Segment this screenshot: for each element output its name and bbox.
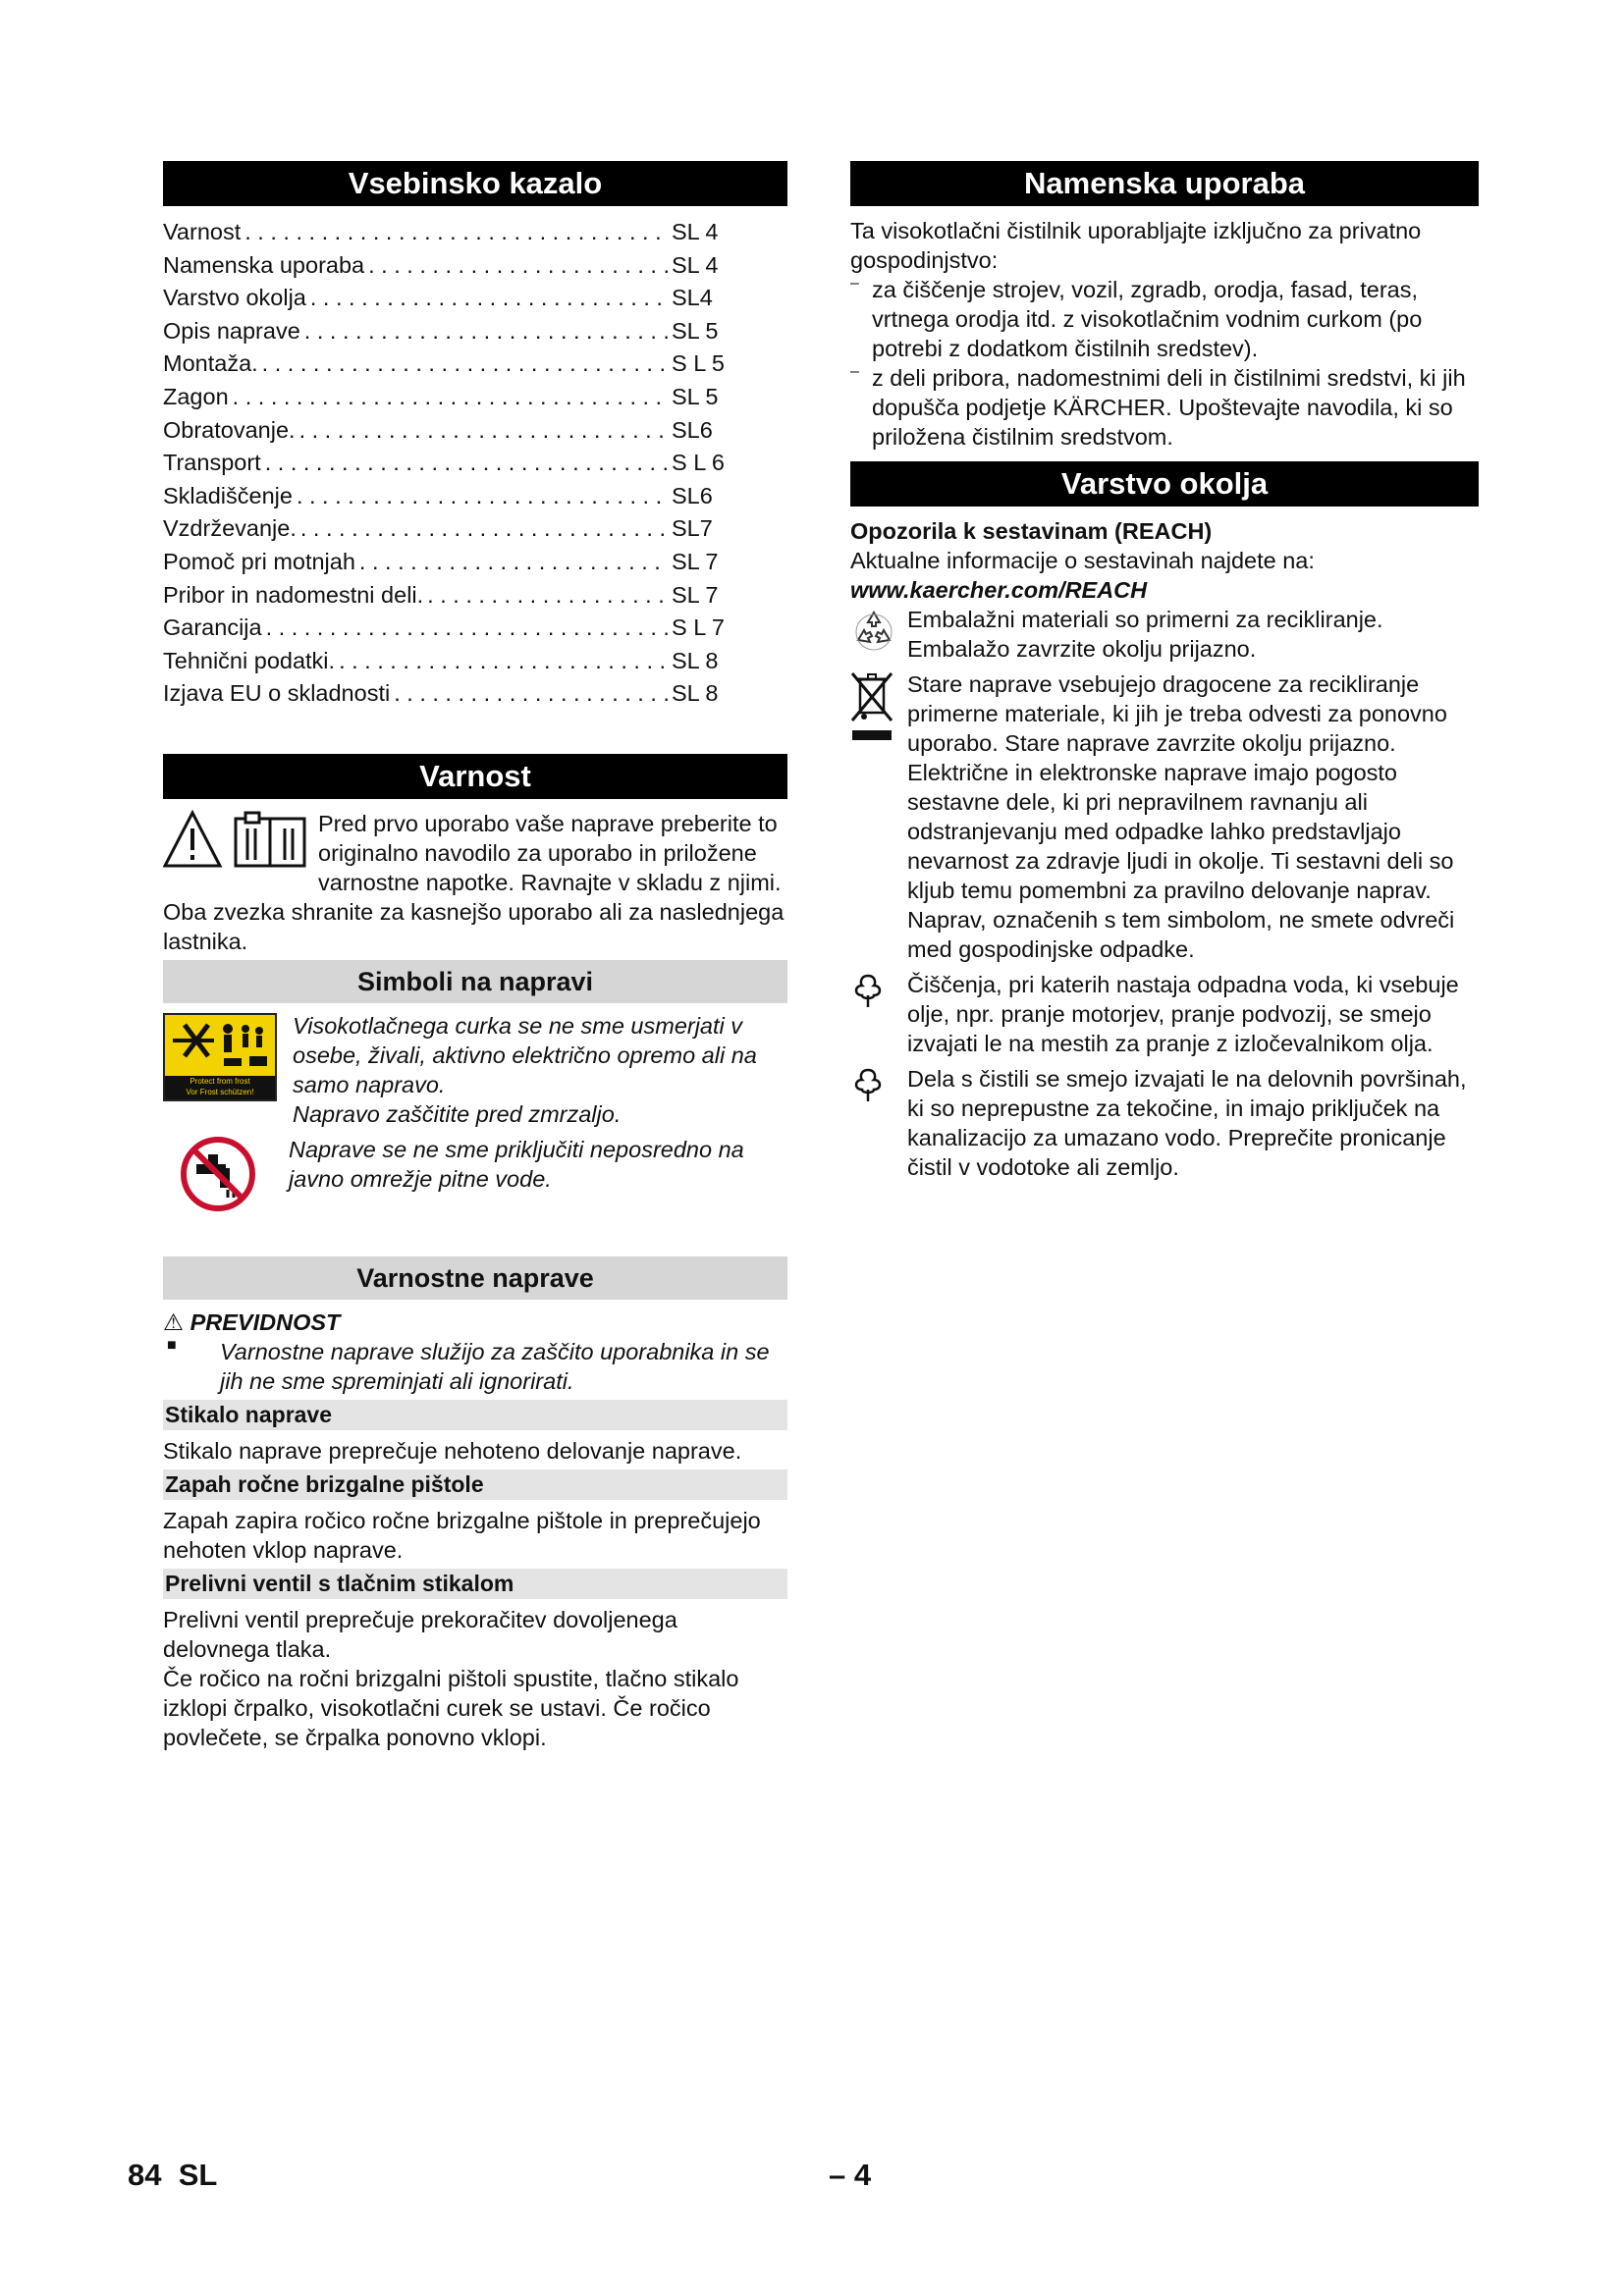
toc-item-label: Vzdrževanje. (163, 515, 297, 542)
namenska-item-2-text: z deli pribora, nadomestnimi deli in čistilnimi sredstvi, ki jih dopušča podjetje KÄRCHER. Upoštevajte navodila, ki so priložena čistilnim sredstvom. (872, 365, 1466, 450)
toc-item (163, 216, 732, 249)
old-devices-text-1: Stare naprave vsebujejo dragocene za recikliranje primerne materiale, ki jih je treba odvesti za ponovno uporabo. Stare naprave zavrzite okolju prijazno. (907, 671, 1447, 756)
toc-item-page: SL 8 (672, 680, 719, 707)
toc-leader-dots (368, 249, 668, 283)
okolje-title: Varstvo okolja (850, 461, 1479, 507)
toc-leader-dots (339, 645, 668, 678)
toc-leader-dots (244, 216, 668, 249)
toc-title: Vsebinsko kazalo (163, 161, 787, 206)
dash-bullet: – (850, 363, 859, 380)
namenska-intro: Ta visokotlačni čistilnik uporabljajte izključno za privatno gospodinjstvo: (850, 218, 1422, 273)
toc-item (163, 546, 732, 579)
footer-language: SL (178, 2158, 218, 2192)
prelivni-text-1: Prelivni ventil preprečuje prekoračitev dovoljenega delovnega tlaka. (163, 1606, 677, 1662)
no-tap-connection-icon (179, 1135, 257, 1213)
toc-leader-dots (300, 512, 668, 546)
sticker-caption (165, 1076, 275, 1099)
varnost-intro-text: Pred prvo uporabo vaše naprave preberite to originalno navodilo za uporabo in priložene varnostne napotke. Ravnajte v skladu z njimi. Oba zvezka shranite za kasnejšo uporabo ali za naslednjega lastnika. (163, 810, 785, 954)
reach-url: www.kaercher.com/REACH (850, 577, 1148, 603)
toc-item (163, 414, 732, 448)
caution-bullet (163, 1337, 787, 1396)
toc-leader-dots (266, 612, 668, 645)
toc-item-label: Pribor in nadomestni deli. (163, 581, 424, 608)
surfaces-row (850, 1064, 1479, 1182)
surfaces-text: Dela s čistili se smejo izvajati le na delovnih površinah, ki so neprepustne za tekočine, in imajo priključek na kanalizacijo za umazano vodo. Preprečite pronicanje čistil v vodotoke ali zemljo. (907, 1066, 1467, 1180)
zapah-text: Zapah zapira ročico ročne brizgalne pištole in preprečujejo nehoten vklop naprave. (163, 1507, 761, 1563)
toc-item-page: SL7 (672, 515, 713, 542)
recycling-icon (850, 605, 907, 654)
symbol-jet-text: Visokotlačnega curka se ne sme usmerjati v osebe, živali, aktivno električno opremo ali na samo napravo. (293, 1012, 757, 1097)
toc-item-page: S L 7 (672, 614, 725, 641)
toc-item (163, 480, 732, 513)
toc-leader-dots (310, 282, 668, 315)
caution-label: PREVIDNOST (189, 1308, 341, 1335)
old-devices-text-2: Električne in elektronske naprave imajo pogosto sestavne dele, ki pri nepravilnem ravnanju ali odstranjevanju med odpadke lahko predstavljajo nevarnost za zdravje ljudi in okolje. Ti sestavni deli so kljub temu pomembni za pravilno delovanje naprav. Naprav, označenih s tem simbolom, ne smete odvreči med gospodinjske odpadke. (907, 760, 1455, 962)
toc-item-page: SL 5 (672, 317, 719, 344)
stikalo-text: Stikalo naprave preprečuje nehoteno delovanje naprave. (163, 1437, 742, 1464)
toc-leader-dots (359, 546, 668, 579)
toc-item (163, 315, 732, 348)
environment-tree-icon (850, 970, 907, 1009)
wastewater-row (850, 970, 1479, 1058)
toc-item-page: SL6 (672, 482, 713, 508)
toc-leader-dots (299, 414, 668, 448)
symbol-water-text: Naprave se ne sme priključiti neposredno na javno omrežje pitne vode. (289, 1136, 744, 1192)
caution-triangle-icon: ⚠ (163, 1308, 190, 1335)
namenska-title: Namenska uporaba (850, 161, 1479, 206)
toc-item (163, 512, 732, 546)
toc-item-page: SL6 (672, 416, 713, 443)
toc-item-label: Namenska uporaba (163, 251, 365, 278)
toc-item-label: Obratovanje. (163, 416, 296, 443)
toc-item-page: SL 4 (672, 251, 719, 278)
toc-item-page: SL 7 (672, 548, 719, 574)
packaging-text: Embalažni materiali so primerni za recikliranje. Embalažo zavrzite okolju prijazno. (907, 607, 1383, 662)
varnostne-title: Varnostne naprave (163, 1256, 787, 1300)
toc-leader-dots (394, 677, 668, 711)
toc-item-label: Pomoč pri motnjah (163, 548, 355, 574)
namenska-item-1-text: za čiščenje strojev, vozil, zgradb, orodja, fasad, teras, vrtnega orodja itd. z visokotlačnim vodnim curkom (po potrebi z dodatkom čistilnih sredstev). (872, 277, 1423, 361)
caution-heading (163, 1308, 787, 1337)
reach-text: Aktualne informacije o sestavinah najdete na: (850, 548, 1315, 573)
toc-item-label: Tehnični podatki. (163, 647, 336, 673)
toc-leader-dots (262, 347, 668, 381)
toc-leader-dots (233, 381, 668, 414)
footer-page-number: 84 (128, 2158, 162, 2192)
toc-item-page: SL 8 (672, 647, 719, 673)
simboli-title: Simboli na napravi (163, 960, 787, 1003)
toc-item-page: SL 4 (672, 219, 719, 244)
prelivni-title: Prelivni ventil s tlačnim stikalom (163, 1569, 787, 1599)
toc-item (163, 347, 732, 381)
toc-item (163, 579, 732, 613)
toc-item-label: Transport (163, 450, 261, 476)
symbol-jet-row (163, 1011, 787, 1129)
square-bullet-icon: ■ (167, 1336, 177, 1354)
warning-triangle-icon (163, 809, 316, 872)
toc-item-page: S L 5 (672, 350, 725, 377)
toc-item-label: Zagon (163, 383, 229, 409)
left-column (163, 161, 787, 1752)
toc-leader-dots (265, 447, 668, 480)
toc-item-label: Izjava EU o skladnosti (163, 680, 391, 707)
toc-item-label: Varstvo okolja (163, 285, 306, 311)
toc-item-page: SL4 (672, 285, 713, 311)
symbol-frost-text: Napravo zaščitite pred zmrzaljo. (293, 1100, 622, 1127)
manual-book-icon (236, 813, 304, 866)
toc-item (163, 677, 732, 711)
sticker-line-2: Vor Frost schützen! (186, 1087, 254, 1096)
warning-manual-icons (163, 809, 316, 872)
toc-leader-dots (427, 579, 668, 613)
environment-tree-icon (850, 1064, 907, 1103)
varnost-title: Varnost (163, 754, 787, 799)
wastewater-text: Čiščenja, pri katerih nastaja odpadna voda, ki vsebuje olje, npr. pranje motorjev, pranje podvozij, se smejo izvajati le na mestih za pranje z izločevalnikom olja. (907, 972, 1459, 1056)
old-devices-row (850, 669, 1479, 964)
varnost-intro-block (163, 809, 787, 956)
toc-item-page: SL 5 (672, 383, 719, 409)
prelivni-text-2: Če ročico na ročni brizgalni pištoli spustite, tlačno stikalo izklopi črpalko, visokotlačni curek se ustavi. Če ročico povlečete, se črpalka ponovno vklopi. (163, 1665, 739, 1750)
namenska-item-2 (850, 363, 1479, 452)
toc-item (163, 645, 732, 678)
right-column (850, 161, 1479, 1188)
table-of-contents (163, 216, 787, 711)
toc-item (163, 381, 732, 414)
toc-item-label: Opis naprave (163, 317, 300, 344)
toc-item-label: Garancija (163, 614, 262, 641)
footer-section-number: – 4 (829, 2158, 872, 2192)
page-footer-label (128, 2158, 217, 2193)
toc-leader-dots (297, 480, 668, 513)
caution-bullet-text: Varnostne naprave služijo za zaščito uporabnika in se jih ne sme spreminjati ali ignorirati. (220, 1338, 770, 1394)
toc-item (163, 249, 732, 283)
symbol-water-row (163, 1135, 787, 1213)
packaging-row (850, 605, 1479, 664)
crossed-bin-icon (850, 669, 907, 750)
high-pressure-warning-sticker (163, 1013, 277, 1101)
toc-leader-dots (304, 315, 668, 348)
toc-item-page: S L 6 (672, 450, 725, 476)
sticker-line-1: Protect from frost (189, 1076, 250, 1086)
toc-item (163, 612, 732, 645)
toc-item-label: Skladiščenje (163, 482, 293, 508)
namenska-item-1 (850, 275, 1479, 363)
toc-item-label: Varnost (163, 219, 242, 244)
toc-item-page: SL 7 (672, 581, 719, 608)
dash-bullet: – (850, 275, 859, 292)
toc-item-label: Montaža. (163, 350, 258, 377)
reach-title: Opozorila k sestavinam (REACH) (850, 518, 1213, 544)
stikalo-title: Stikalo naprave (163, 1400, 787, 1430)
zapah-title: Zapah ročne brizgalne pištole (163, 1469, 787, 1500)
toc-item (163, 447, 732, 480)
jet-warning-icon (167, 1017, 273, 1074)
toc-item (163, 282, 732, 315)
no-drinking-water-connection (163, 1135, 273, 1213)
